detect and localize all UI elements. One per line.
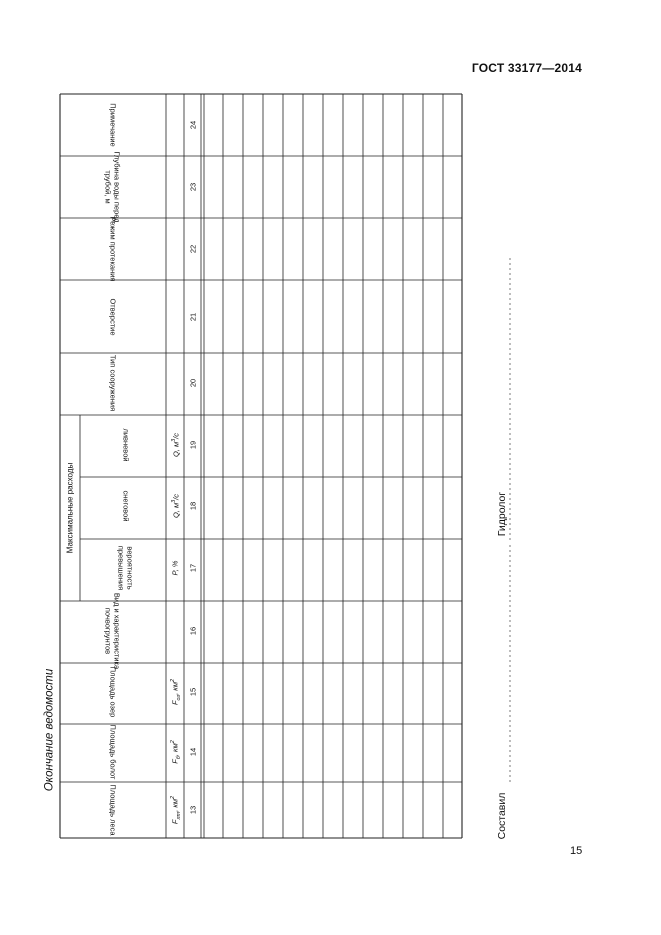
col17-title-line2: превышения	[117, 545, 126, 591]
group-header: Максимальные расходы	[65, 462, 75, 554]
col15-symbol: $F_{оз}$, $км^2$	[169, 678, 182, 706]
col14-symbol-sub: б	[175, 756, 182, 760]
col18-symbol	[171, 494, 181, 518]
col22-title: Режим протекания	[108, 216, 118, 282]
col23-title-line2: трубой, м	[104, 170, 113, 204]
col19-number: 19	[188, 440, 198, 450]
col18-title: снеговой	[121, 490, 131, 522]
col15-title: Площадь озер	[108, 666, 118, 718]
col16-title-line2: почвогрунтов	[104, 607, 113, 655]
col24-number: 24	[188, 120, 198, 130]
col18-symbol-main: Q, м	[171, 502, 181, 519]
col14-unit: км	[170, 743, 180, 752]
col13-title: Площадь леса	[108, 784, 118, 836]
page-number: 15	[570, 845, 583, 857]
col17-symbol: P, %	[170, 560, 180, 576]
col23-number: 23	[188, 182, 198, 192]
col15-symbol-main: F	[170, 700, 180, 706]
hydrologist-label: Гидролог	[495, 491, 508, 537]
col19-symbol-tail: /с	[171, 432, 181, 439]
col17-title	[116, 546, 133, 590]
col18-symbol-sup: 3	[170, 499, 177, 503]
col21-title: Отверстие	[108, 298, 118, 336]
col13-symbol-main: F	[170, 819, 180, 825]
col19-symbol-main: Q, м	[171, 441, 181, 458]
col23-title	[103, 151, 120, 222]
col16-number: 16	[188, 626, 198, 636]
document-header: ГОСТ 33177—2014	[471, 61, 582, 75]
col24-title: Примечание	[108, 103, 118, 147]
col14-symbol-main: F	[170, 759, 180, 764]
col22-number: 22	[188, 244, 198, 254]
col13-unit-sup: 2	[169, 795, 176, 799]
col19-symbol	[171, 433, 181, 457]
col18-symbol-tail: /с	[171, 493, 181, 500]
col17-number: 17	[188, 563, 198, 573]
col17-title-line1: вероятность	[125, 546, 135, 590]
col16-title	[103, 593, 120, 669]
col19-title: ливневой	[121, 428, 131, 462]
col14-unit-sup: 2	[169, 740, 176, 744]
col20-title: Тип сооружения	[108, 354, 118, 412]
table-caption: Окончание ведомости	[43, 668, 56, 792]
col18-number: 18	[188, 501, 198, 511]
col20-number: 20	[188, 378, 198, 388]
col15-unit: км	[170, 682, 180, 691]
col16-title-line1: Вид и характеристика	[112, 592, 122, 670]
col13-unit: км	[170, 798, 180, 808]
col23-title-line1: Глубина воды перед	[112, 151, 122, 223]
col13-symbol: $F_{лт}$, $км^2$	[169, 795, 182, 825]
col15-number: 15	[188, 687, 198, 697]
col14-number: 14	[188, 747, 198, 757]
col19-symbol-sup: 3	[170, 438, 177, 442]
col14-symbol: $F_б$, $км^2$	[169, 740, 182, 764]
col15-symbol-sub: оз	[175, 694, 182, 701]
col13-symbol-sub: лт	[175, 811, 182, 820]
col15-unit-sup: 2	[169, 678, 176, 683]
compiled-label: Составил	[495, 792, 508, 840]
col21-number: 21	[188, 312, 198, 322]
col13-number: 13	[188, 805, 198, 815]
col14-title: Площадь болот	[108, 724, 118, 780]
